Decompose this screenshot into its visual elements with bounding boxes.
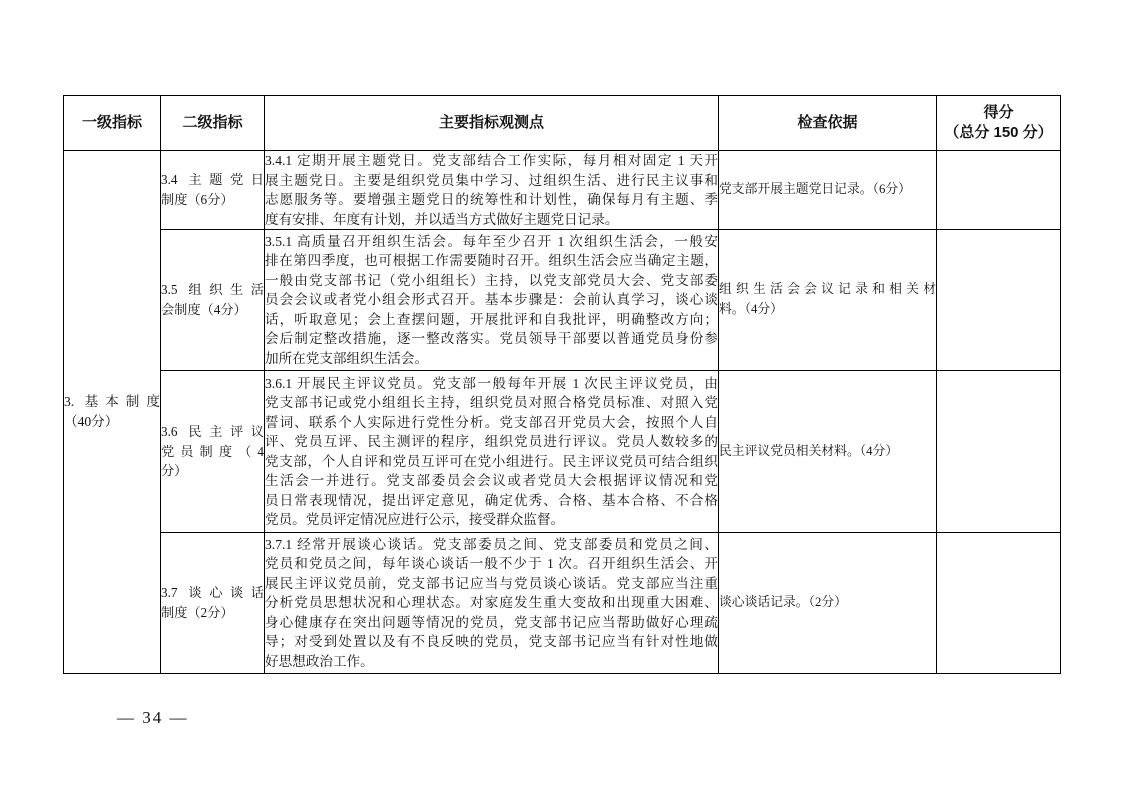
observation-text-line: 展主题党日。主要是组织党员集中学习、过组织生活、进行民主议事和 xyxy=(265,172,718,188)
observation-text-line: 身心健康存在突出问题等情况的党员，党支部书记应当帮助做好心理疏 xyxy=(265,614,718,630)
page-number: — 34 — xyxy=(117,708,189,727)
observation-text-line: 导；对受到处置以及有不良反映的党员，党支部书记应当有针对性地做 xyxy=(265,634,718,650)
basis-text-line: 组织生活会会议记录和相关材 xyxy=(719,282,936,297)
indicator-text-line: 3.5 组织生活 xyxy=(161,282,264,298)
indicator-cell xyxy=(161,230,265,371)
header-score xyxy=(937,96,1061,151)
indicator-text-line: 3.7 谈心谈话 xyxy=(161,585,264,601)
observation-text-line: 党支部书记或党小组组长主持，组织党员对照合格党员标准、对照入党 xyxy=(265,395,718,410)
observation-text-line: 党员和党员之间，每年谈心谈话一般不少于 1 次。召开组织生活会、开 xyxy=(265,556,718,572)
observation-text-line: 3.7.1 经常开展谈心谈话。党支部委员之间、党支部委员和党员之间、 xyxy=(265,536,718,552)
observation-text-line: 生活会一并进行。党支部委员会会议或者党员大会根据评议情况和党 xyxy=(265,473,718,488)
table-row xyxy=(64,230,1061,371)
indicator-text-line: 党员制度（4 xyxy=(161,443,264,459)
indicator-cell xyxy=(161,371,265,533)
observation-text-line: 评、党员互评、民主测评的程序，组织党员进行评议。党员人数较多的 xyxy=(265,434,718,449)
indicator-text-line: 3.4 主题党日 xyxy=(161,172,264,188)
basis-cell xyxy=(719,533,937,674)
observation-text-line: 志愿服务等。要增强主题党日的统筹性和计划性，确保每月有主题、季 xyxy=(265,192,718,207)
observation-text-line: 话，听取意见；会上查摆问题，开展批评和自我批评，明确整改方向； xyxy=(265,311,718,327)
observation-text-line: 一般由党支部书记（党小组组长）主持，以党支部党员大会、党支部委 xyxy=(265,272,718,288)
observation-text-line: 会后制定整改措施，逐一整改落实。党员领导干部要以普通党员身份参 xyxy=(265,331,718,347)
basis-text-line: 谈心谈话记录。（2分） xyxy=(719,595,847,610)
observation-text-line: 度有安排、年度有计划，并以适当方式做好主题党日记录。 xyxy=(265,211,619,227)
observation-text-line: 党员。党员评定情况应进行公示，接受群众监督。 xyxy=(265,512,565,527)
observation-text-line: 党支部，个人自评和党员互评可在党小组进行。民主评议党员可结合组织 xyxy=(265,453,718,469)
observation-text-line: 员会会议或者党小组会形式召开。基本步骤是：会前认真学习，谈心谈 xyxy=(265,292,718,308)
header-level2-indicator: 二级指标 xyxy=(161,96,265,151)
indicator-cell xyxy=(161,151,265,230)
indicator-text-line: 分） xyxy=(161,463,188,479)
score-cell xyxy=(937,151,1061,230)
header-score-total: （总分 150 分） xyxy=(944,124,1053,141)
observation-text-line: 3.5.1 高质量召开组织生活会。每年至少召开 1 次组织生活会，一般安 xyxy=(265,233,718,249)
indicator-cell xyxy=(161,533,265,674)
score-cell xyxy=(937,533,1061,674)
observation-cell xyxy=(265,151,719,230)
table-row xyxy=(64,371,1061,533)
header-score-label: 得分 xyxy=(983,104,1014,121)
observation-text-line: 加所在党支部组织生活会。 xyxy=(265,350,429,366)
observation-text-line: 3.4.1 定期开展主题党日。党支部结合工作实际，每月相对固定 1 天开 xyxy=(265,153,718,168)
category-score: （40分） xyxy=(64,414,119,429)
score-cell xyxy=(937,230,1061,371)
observation-text-line: 誓词、联系个人实际进行党性分析。党支部召开党员大会，按照个人自 xyxy=(265,414,718,430)
header-observation-points: 主要指标观测点 xyxy=(265,96,719,151)
observation-text-line: 3.6.1 开展民主评议党员。党支部一般每年开展 1 次民主评议党员，由 xyxy=(265,375,718,391)
table-row xyxy=(64,533,1061,674)
category-title: 3. 基本制度 xyxy=(64,394,160,410)
observation-cell xyxy=(265,371,719,533)
observation-text-line: 分析党员思想状况和心理状态。对家庭发生重大变故和出现重大困难、 xyxy=(265,595,718,611)
observation-text-line: 员日常表现情况，提出评定意见，确定优秀、合格、基本合格、不合格 xyxy=(265,492,718,508)
table-row xyxy=(64,151,1061,230)
indicator-text-line: 会制度（4分） xyxy=(161,302,247,317)
basis-text-line: 料。（4分） xyxy=(719,302,783,316)
observation-text-line: 好思想政治工作。 xyxy=(265,653,374,669)
basis-text-line: 党支部开展主题党日记录。（6分） xyxy=(719,182,911,197)
category-cell xyxy=(64,151,161,674)
basis-cell xyxy=(719,230,937,371)
indicator-text-line: 制度（6分） xyxy=(161,192,234,207)
basis-cell xyxy=(719,151,937,230)
indicator-text-line: 制度（2分） xyxy=(161,605,234,620)
header-level1-indicator: 一级指标 xyxy=(64,96,161,151)
evaluation-table xyxy=(63,95,1061,674)
observation-text-line: 排在第四季度，也可根据工作需要随时召开。组织生活会应当确定主题， xyxy=(265,253,718,269)
observation-cell xyxy=(265,533,719,674)
basis-cell xyxy=(719,371,937,533)
observation-cell xyxy=(265,230,719,371)
score-cell xyxy=(937,371,1061,533)
indicator-text-line: 3.6 民主评议 xyxy=(161,424,264,440)
observation-text-line: 展民主评议党员前，党支部书记应当与党员谈心谈话。党支部应当注重 xyxy=(265,575,718,591)
basis-text-line: 民主评议党员相关材料。（4分） xyxy=(719,443,899,458)
header-inspection-basis: 检查依据 xyxy=(719,96,937,151)
table-header-row xyxy=(64,96,1061,151)
